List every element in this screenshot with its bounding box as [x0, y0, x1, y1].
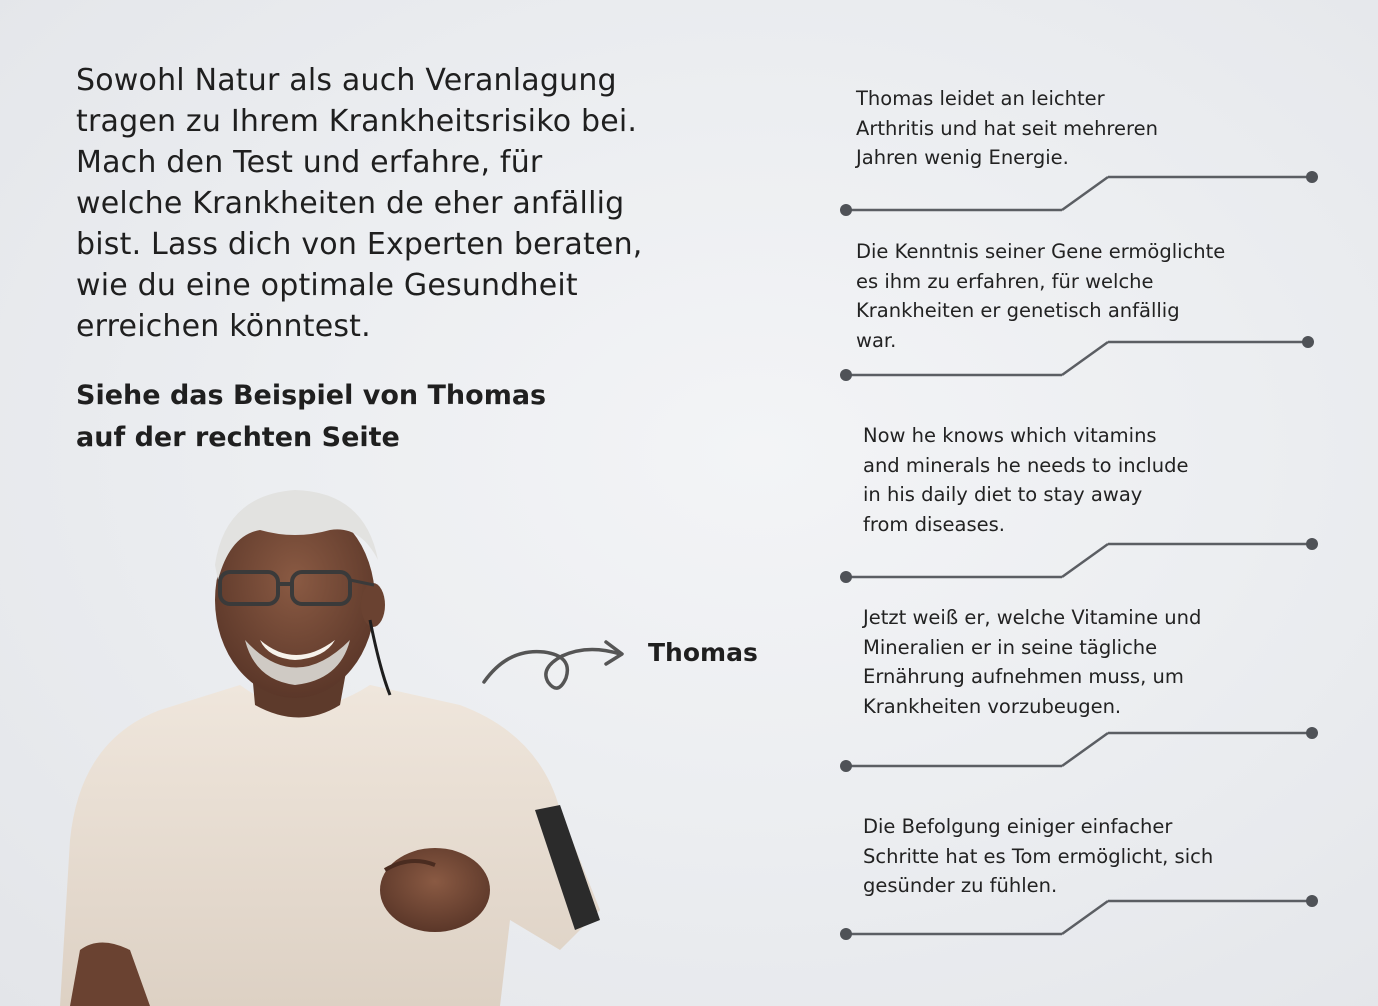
step-1-connector: [836, 168, 1326, 218]
example-heading-line-2: auf der rechten Seite: [76, 422, 400, 453]
person-name-label: Thomas: [648, 638, 758, 667]
intro-paragraph: Sowohl Natur als auch Veranlagung tragen zu Ihrem Krankheitsrisiko bei. Mach den Test und erfahre, für welche Krankheiten de eher anfällig bist. Lass dich von Experten beraten, wie du eine optimale Gesundheit erreichen könntest.: [76, 63, 643, 344]
step-2-connector: [836, 333, 1326, 383]
step-5-text: Die Befolgung einiger einfacher Schritte hat es Tom ermöglicht, sich gesünder zu fühlen.: [863, 815, 1214, 897]
step-4-text: Jetzt weiß er, welche Vitamine und Mineralien er in seine tägliche Ernährung aufnehmen muss, um Krankheiten vorzubeugen.: [863, 606, 1202, 718]
step-3-connector: [836, 535, 1326, 585]
thomas-photo: [40, 480, 640, 1006]
example-heading-line-1: Siehe das Beispiel von Thomas: [76, 380, 547, 411]
step-2-text: Die Kenntnis seiner Gene ermöglichte es ihm zu erfahren, für welche Krankheiten er genetisch anfällig war.: [856, 240, 1226, 352]
curly-arrow-icon: [478, 630, 628, 700]
step-3-text: Now he knows which vitamins and minerals he needs to include in his daily diet to stay away from diseases.: [863, 424, 1189, 536]
example-heading: [76, 375, 616, 459]
step-5-connector: [836, 892, 1326, 942]
step-1-text: Thomas leidet an leichter Arthritis und hat seit mehreren Jahren wenig Energie.: [856, 87, 1158, 169]
step-4-connector: [836, 724, 1326, 774]
